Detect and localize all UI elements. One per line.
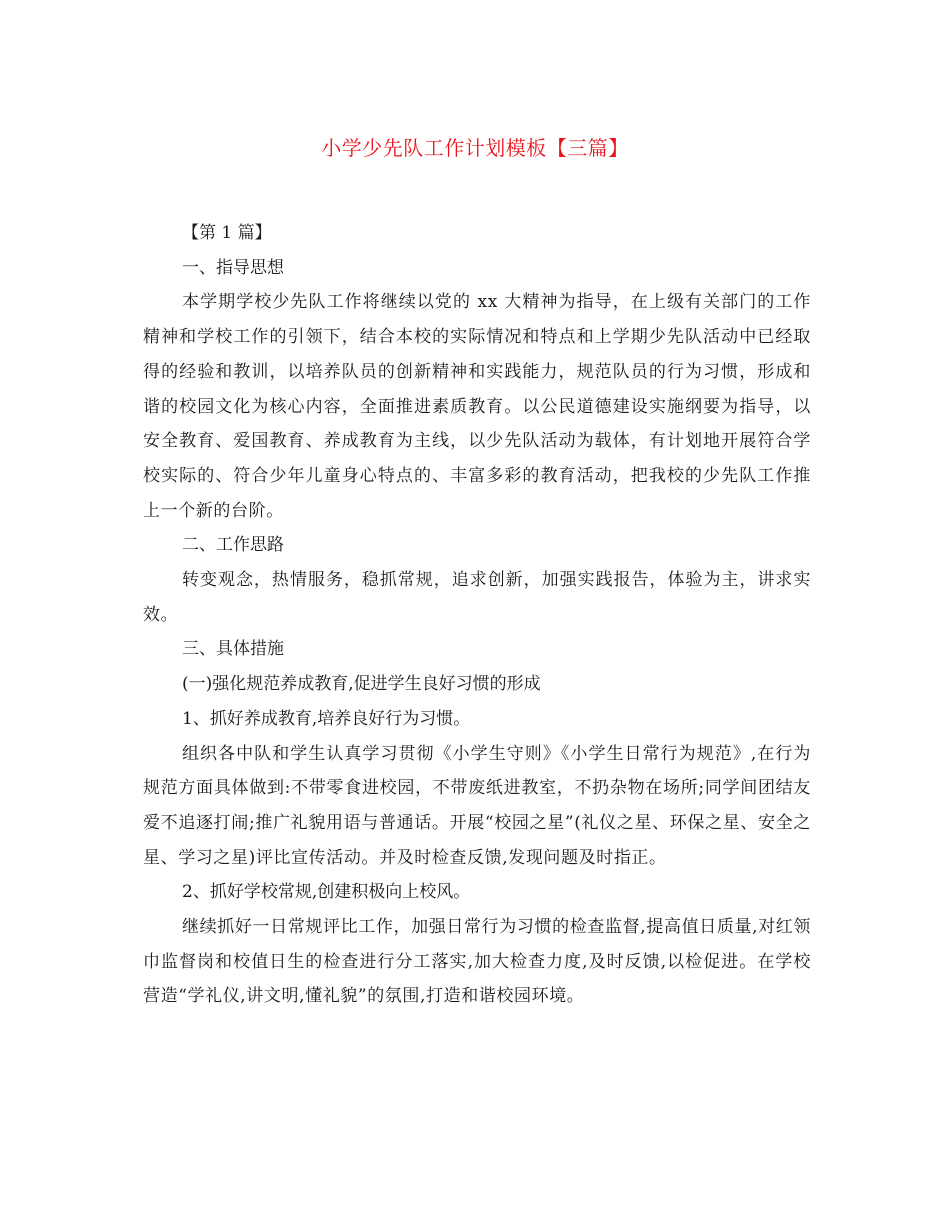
paragraph-guiding-ideology: 本学期学校少先队工作将继续以党的 xx 大精神为指导，在上级有关部门的工作精神和学校工作的引领下，结合本校的实际情况和特点和上学期少先队活动中已经取得的经验和教训，以培养队员的创新精神和实践能力，规范队员的行为习惯，形成和谐的校园文化为核心内容，全面推进素质教育。以公民道德建设实施纲要为指导，以安全教育、爱国教育、养成教育为主线，以少先队活动为载体，有计划地开展符合学校实际的、符合少年儿童身心特点的、丰富多彩的教育活动，把我校的少先队工作推上一个新的台阶。 (143, 292, 811, 521)
paragraph-school-routine: 继续抓好一日常规评比工作，加强日常行为习惯的检查监督,提高值日质量,对红领巾监督岗和校值日生的检查进行分工落实,加大检查力度,及时反馈,以检促进。在学校营造“学礼仪,讲文明,懂礼貌”的氛围,打造和谐校园环境。 (143, 917, 811, 1007)
paragraph-work-approach: 转变观念，热情服务，稳抓常规，追求创新，加强实践报告，体验为主，讲求实效。 (143, 570, 811, 625)
heading-work-approach: 二、工作思路 (182, 535, 284, 556)
paragraph-habit-cultivation: 组织各中队和学生认真学习贯彻《小学生守则》《小学生日常行为规范》,在行为规范方面具体做到:不带零食进校园，不带废纸进教室，不扔杂物在场所;同学间团结友爱不追逐打闹;推广礼貌用语与普通话。开展“校园之星”(礼仪之星、环保之星、安全之星、学习之星)评比宣传活动。并及时检查反馈,发现问题及时指正。 (143, 743, 811, 868)
section-label: 【第 1 篇】 (182, 223, 272, 243)
heading-specific-measures: 三、具体措施 (182, 639, 284, 660)
subheading-habit-education: (一)强化规范养成教育,促进学生良好习惯的形成 (182, 674, 541, 695)
document-title: 小学少先队工作计划模板【三篇】 (321, 136, 629, 160)
document-body (143, 216, 811, 1014)
list-item-school-routine: 2、抓好学校常规,创建积极向上校风。 (182, 882, 471, 903)
heading-guiding-ideology: 一、指导思想 (182, 257, 284, 278)
list-item-habit-cultivation: 1、抓好养成教育,培养良好行为习惯。 (182, 708, 471, 729)
